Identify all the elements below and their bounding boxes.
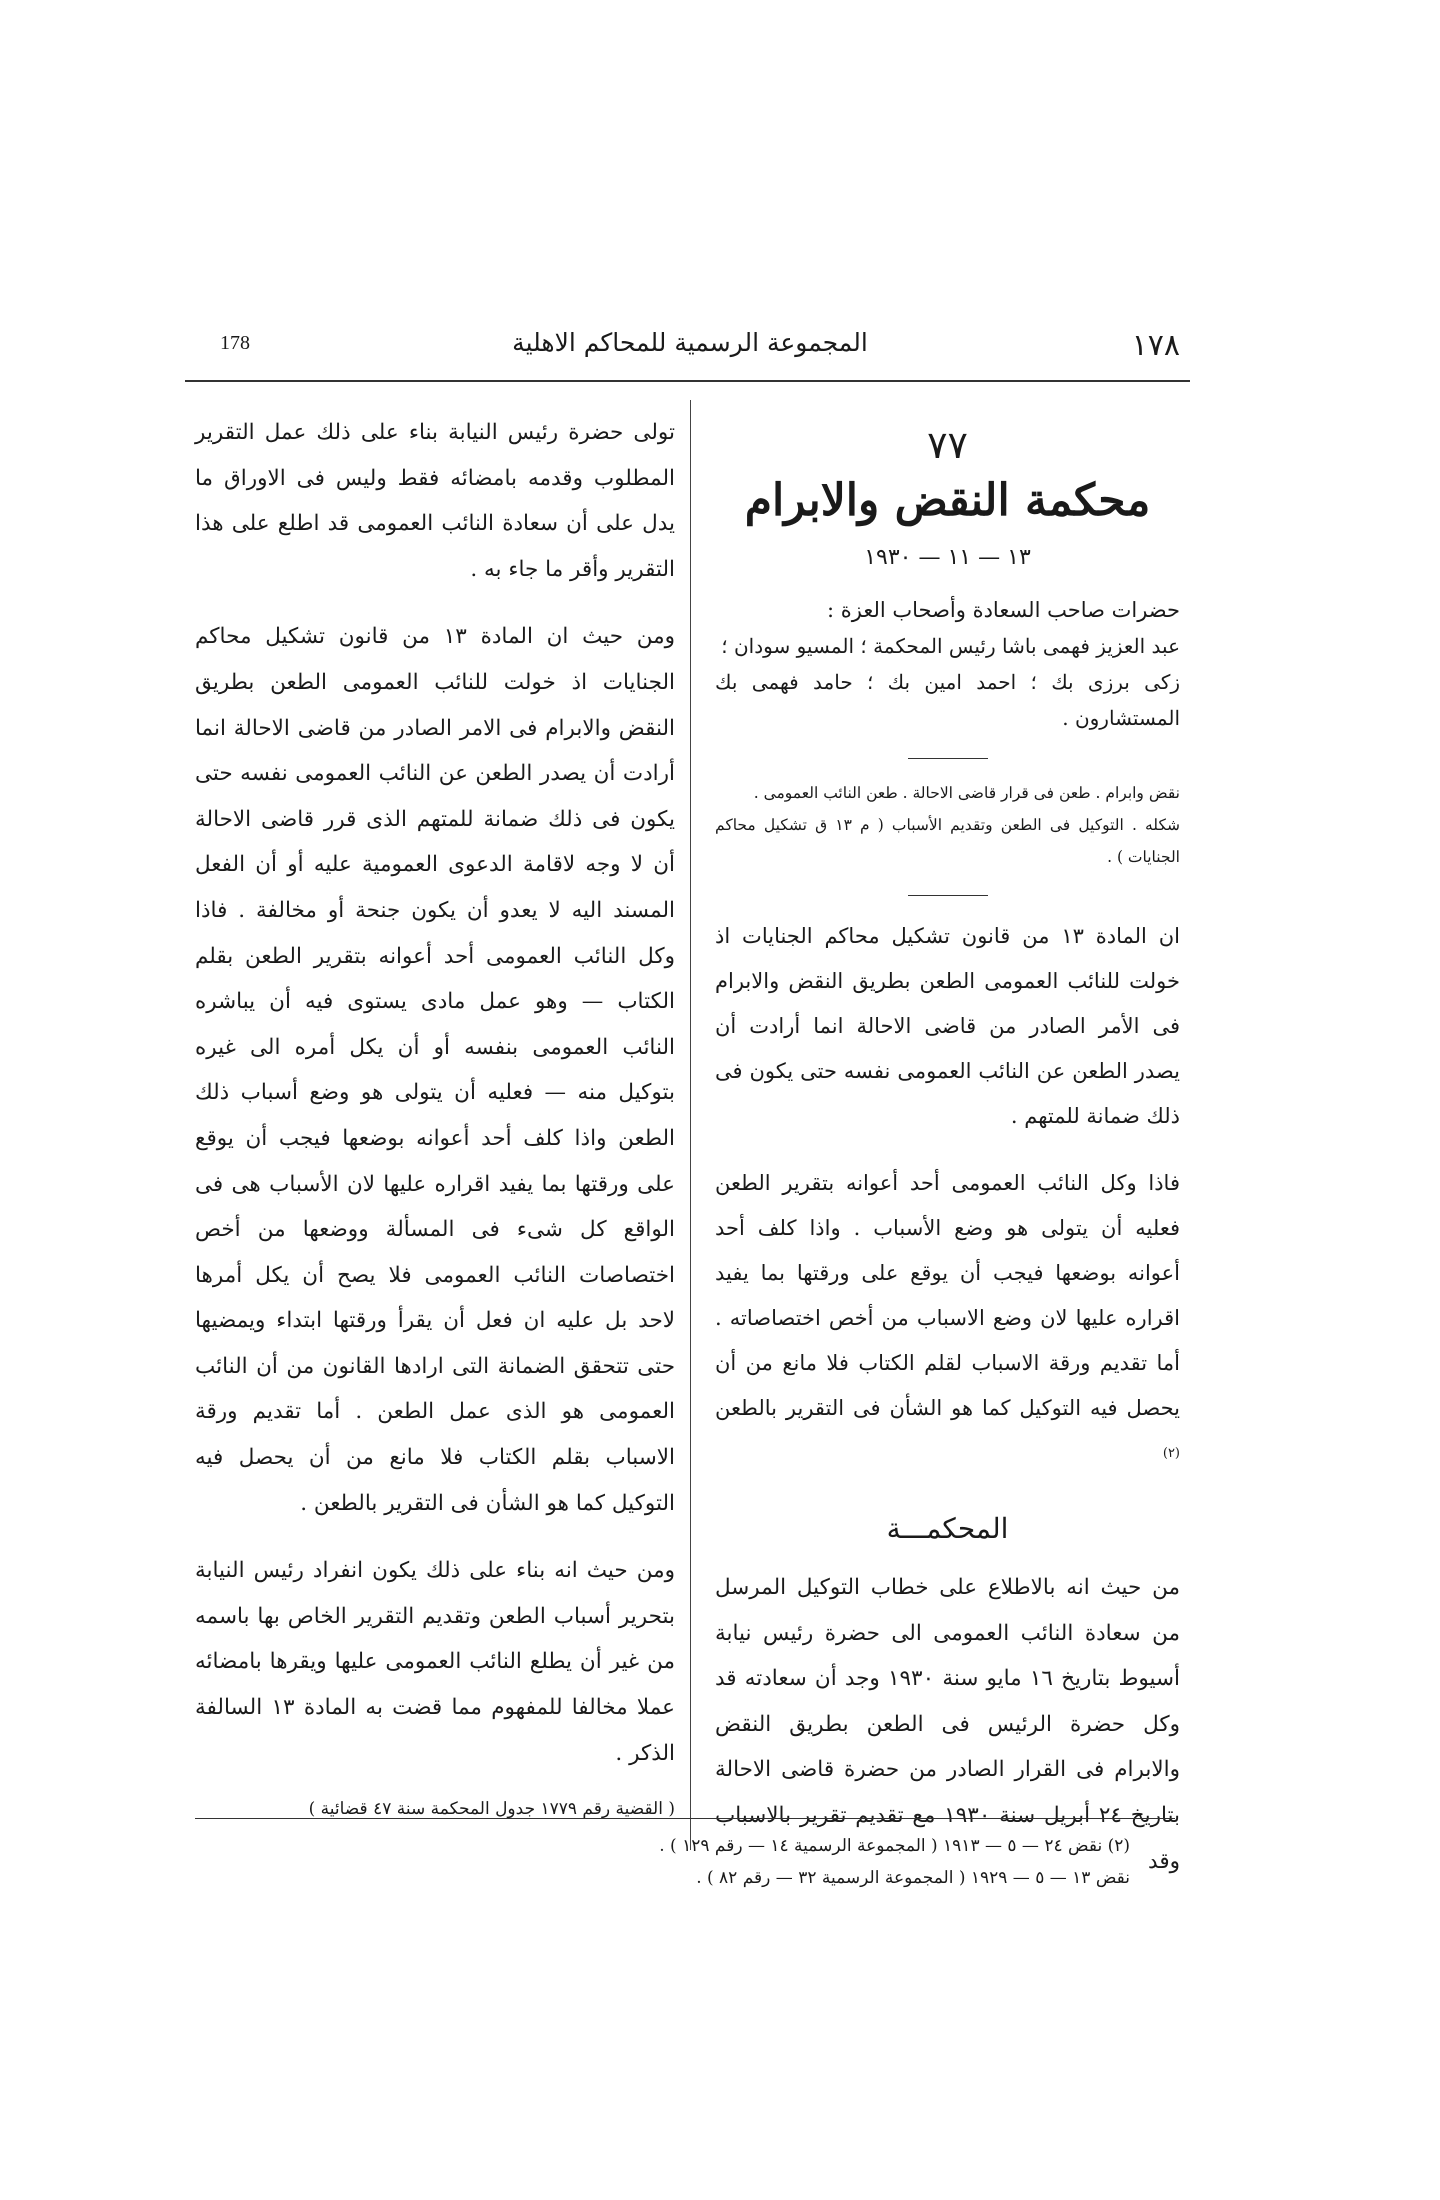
right-column [715,420,1180,1906]
panel-heading: حضرات صاحب السعادة وأصحاب العزة : [826,598,1180,622]
verdict-paragraph: من حيث انه بالاطلاع على خطاب التوكيل المرسل من سعادة النائب العمومى الى حضرة رئيس نيابة أسيوط بتاريخ ١٦ مايو سنة ١٩٣٠ وجد أن سعادته قد وكل حضرة الرئيس فى الطعن بطريق النقض والابرام فى القرار الصادر من حضرة قاضى الاحالة بتاريخ ٢٤ أبريل سنة ١٩٣٠ مع تقديم تقرير بالاسباب وقد [715,1575,1180,1874]
footnote-mark: (٢) [1107,1836,1130,1856]
verdict-heading: المحكمـــة [886,1512,1009,1545]
body-paragraph: ومن حيث ان المادة ١٣ من قانون تشكيل محاكم الجنايات اذ خولت للنائب العمومى الطعن بطريق النقض والابرام فى الامر الصادر من قاضى الاحالة انما أرادت أن يصدر الطعن عن النائب العمومى نفسه حتى يكون فى ذلك ضمانة للمتهم الذى قرر قاضى الاحالة أن لا وجه لاقامة الدعوى العمومية عليه أو أن الفعل المسند اليه لا يعدو أن يكون جنحة أو مخالفة . فاذا وكل النائب العمومى أحد أعوانه بتقرير الطعن بقلم الكتاب — وهو عمل مادى يستوى فيه أن يباشره النائب العمومى بنفسه أو أن يكل أمره الى غيره بتوكيل منه — فعليه أن يتولى هو وضع أسباب ذلك الطعن واذا كلف أحد أعوانه بوضعها فيجب أن يوقع على ورقتها بما يفيد اقراره عليها لان الأسباب هى فى الواقع كل شىء فى المسألة ووضعها من أخص اختصاصات النائب العمومى فلا يصح أن يكل أمرها لاحد بل عليه ان فعل أن يقرأ ورقتها ابتداء ويمضيها حتى تتحقق الضمانة التى ارادها القانون من أن النائب العمومى هو الذى عمل الطعن . أما تقديم ورقة الاسباب بقلم الكتاب فلا مانع من أن يحصل فيه التوكيل كما هو الشأن فى التقرير بالطعن . [195,624,675,1516]
footnote-text: نقض ٢٤ — ٥ — ١٩١٣ ( المجموعة الرسمية ١٤ — رقم ١٢٩ ) . [659,1836,1103,1856]
footnote-rule [195,1818,1175,1819]
divider-rule [908,895,988,896]
page-number-arabic: ١٧٨ [1131,328,1180,363]
case-number: ٧٧ [927,423,968,467]
legal-principle-paragraph [715,1161,1180,1481]
case-reference: ( القضية رقم ١٧٧٩ جدول المحكمة سنة ٤٧ قضائية ) [308,1799,675,1820]
running-title: المجموعة الرسمية للمحاكم الاهلية [512,328,868,357]
legal-principle-paragraph: ان المادة ١٣ من قانون تشكيل محاكم الجنايات اذ خولت للنائب العمومى الطعن بطريق النقض والابرام فى الأمر الصادر من قاضى الاحالة انما أرادت أن يصدر الطعن عن النائب العمومى نفسه حتى يكون فى ذلك ضمانة للمتهم . [715,924,1181,1128]
page-header [190,328,1190,368]
divider-rule [908,758,988,759]
left-column [195,410,675,1826]
principle-text: فاذا وكل النائب العمومى أحد أعوانه بتقرير الطعن فعليه أن يتولى هو وضع الأسباب . واذا كلف أحد أعوانه بوضعها فيجب أن يوقع على ورقتها بما يفيد اقراره عليها لان وضع الاسباب من أخص اختصاصاته . أما تقديم ورقة الاسباب لقلم الكتاب فلا مانع من أن يحصل فيه التوكيل كما هو الشأن فى التقرير بالطعن [715,1171,1180,1420]
body-paragraph: تولى حضرة رئيس النيابة بناء على ذلك عمل التقرير المطلوب وقدمه بامضائه فقط وليس فى الاوراق ما يدل على أن سعادة النائب العمومى قد اطلع على هذا التقرير وأقر ما جاء به . [195,420,675,582]
keywords-line: نقض وابرام . طعن فى قرار قاضى الاحالة . طعن النائب العمومى . [753,784,1180,802]
court-name: محكمة النقض والابرام [744,475,1151,526]
footnote-line [640,1830,1130,1862]
footnote-mark: (٢) [1162,1446,1180,1461]
case-date: ١٣ — ١١ — ١٩٣٠ [864,545,1031,570]
footnote-text: نقض ١٣ — ٥ — ١٩٢٩ ( المجموعة الرسمية ٣٢ — رقم ٨٢ ) . [696,1868,1130,1888]
footnotes [640,1830,1130,1894]
keywords-line: شكله . التوكيل فى الطعن وتقديم الأسباب ( م ١٣ ق تشكيل محاكم الجنايات ) . [715,816,1180,866]
panel-line: عبد العزيز فهمى باشا رئيس المحكمة ؛ المسيو سودان ؛ [721,634,1180,658]
footnote-line [640,1862,1130,1894]
body-paragraph: ومن حيث انه بناء على ذلك يكون انفراد رئيس النيابة بتحرير أسباب الطعن وتقديم التقرير الخاص بها باسمه من غير أن يطلع النائب العمومى عليها ويقرها بامضائه عملا مخالفا للمفهوم مما قضت به المادة ١٣ السالفة الذكر . [195,1558,675,1766]
column-divider [690,400,691,1850]
header-rule [185,380,1190,382]
page-number-latin: 178 [220,332,250,354]
panel-line: زكى برزى بك ؛ احمد امين بك ؛ حامد فهمى بك المستشارون . [715,670,1180,730]
